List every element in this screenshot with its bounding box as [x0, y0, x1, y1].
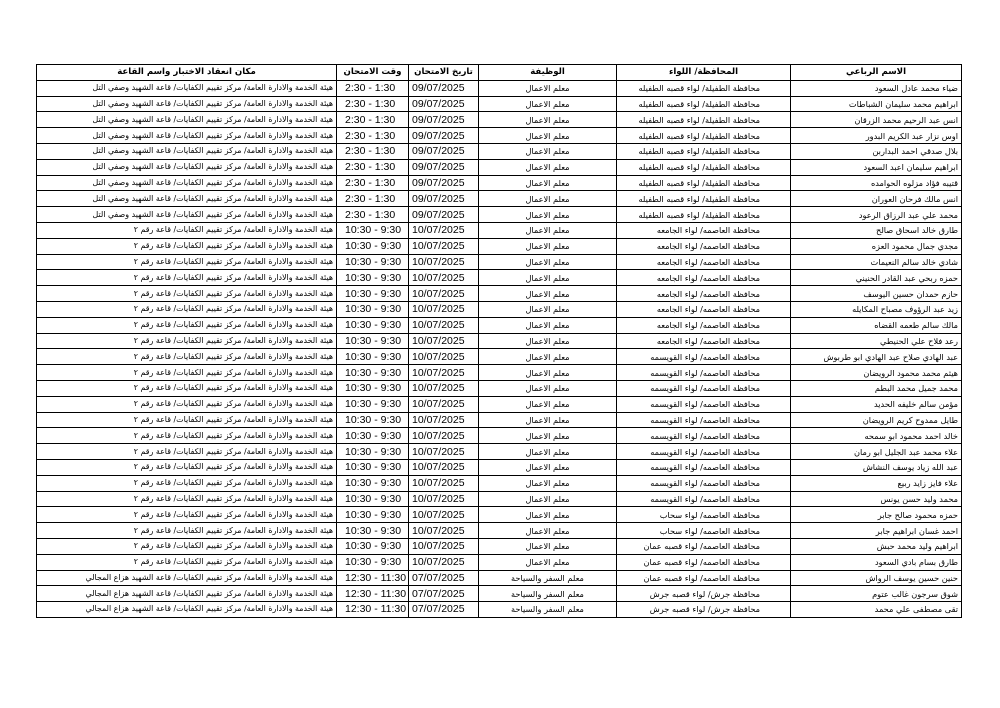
cell-governorate: محافظة الطفيلة/ لواء قصبه الطفيله [617, 112, 791, 128]
table-row [37, 380, 962, 396]
cell-name: طارق خالد اسحاق صالح [791, 222, 962, 238]
cell-name: رعد فلاح علي الحنيطي [791, 333, 962, 349]
cell-name: محمد وليد حسن يونس [791, 491, 962, 507]
cell-name: مالك سالم طعمه القضاه [791, 317, 962, 333]
cell-time: 2:30 - 1:30 [337, 80, 409, 96]
cell-job: معلم الاعمال [479, 523, 617, 539]
cell-name: شادي خالد سالم النعيمات [791, 254, 962, 270]
cell-governorate: محافظة العاصمه/ لواء القويسمه [617, 428, 791, 444]
cell-time: 10:30 - 9:30 [337, 238, 409, 254]
cell-date: 10/07/2025 [409, 523, 479, 539]
cell-job: معلم الاعمال [479, 349, 617, 365]
cell-time: 10:30 - 9:30 [337, 444, 409, 460]
cell-date: 10/07/2025 [409, 365, 479, 381]
cell-name: قتيبه فؤاد مزلوه الحوامده [791, 175, 962, 191]
cell-job: معلم الاعمال [479, 380, 617, 396]
cell-governorate: محافظة الطفيلة/ لواء قصبه الطفيله [617, 175, 791, 191]
table-row [37, 365, 962, 381]
cell-place: هيئة الخدمة والادارة العامة/ مركز تقييم الكفايات/ قاعة الشهيد وصفي التل [37, 207, 337, 223]
cell-governorate: محافظة العاصمه/ لواء القويسمه [617, 459, 791, 475]
table-row [37, 317, 962, 333]
cell-date: 10/07/2025 [409, 491, 479, 507]
cell-date: 09/07/2025 [409, 159, 479, 175]
cell-date: 09/07/2025 [409, 112, 479, 128]
cell-job: معلم الاعمال [479, 301, 617, 317]
cell-date: 07/07/2025 [409, 586, 479, 602]
cell-date: 10/07/2025 [409, 412, 479, 428]
cell-governorate: محافظة العاصمه/ لواء الجامعه [617, 333, 791, 349]
cell-date: 07/07/2025 [409, 570, 479, 586]
cell-name: ابراهيم محمد سليمان الشباطات [791, 96, 962, 112]
header-governorate: المحافظة/ اللواء [617, 65, 791, 81]
cell-governorate: محافظة الطفيلة/ لواء قصبه الطفيله [617, 143, 791, 159]
cell-place: هيئة الخدمة والادارة العامة/ مركز تقييم الكفايات/ قاعة رقم ٢ [37, 554, 337, 570]
cell-time: 10:30 - 9:30 [337, 270, 409, 286]
cell-time: 10:30 - 9:30 [337, 491, 409, 507]
cell-name: ابراهيم سليمان اعبد السعود [791, 159, 962, 175]
cell-date: 09/07/2025 [409, 96, 479, 112]
cell-time: 10:30 - 9:30 [337, 286, 409, 302]
cell-date: 10/07/2025 [409, 349, 479, 365]
cell-date: 07/07/2025 [409, 602, 479, 618]
cell-time: 10:30 - 9:30 [337, 428, 409, 444]
cell-place: هيئة الخدمة والادارة العامة/ مركز تقييم الكفايات/ قاعة رقم ٢ [37, 396, 337, 412]
cell-governorate: محافظة العاصمه/ لواء قصبه عمان [617, 538, 791, 554]
table-body [37, 80, 962, 617]
cell-time: 10:30 - 9:30 [337, 538, 409, 554]
cell-governorate: محافظة العاصمه/ لواء الجامعه [617, 270, 791, 286]
table-row [37, 475, 962, 491]
cell-job: معلم الاعمال [479, 112, 617, 128]
table-row [37, 396, 962, 412]
cell-time: 2:30 - 1:30 [337, 143, 409, 159]
cell-governorate: محافظة العاصمه/ لواء الجامعه [617, 254, 791, 270]
cell-name: عبد الله زياد يوسف النشاش [791, 459, 962, 475]
cell-time: 12:30 - 11:30 [337, 602, 409, 618]
cell-job: معلم الاعمال [479, 175, 617, 191]
cell-governorate: محافظة الطفيلة/ لواء قصبه الطفيله [617, 207, 791, 223]
cell-place: هيئة الخدمة والادارة العامة/ مركز تقييم الكفايات/ قاعة رقم ٢ [37, 365, 337, 381]
cell-name: خالد احمد محمود ابو سمحه [791, 428, 962, 444]
cell-job: معلم الاعمال [479, 238, 617, 254]
cell-place: هيئة الخدمة والادارة العامة/ مركز تقييم الكفايات/ قاعة رقم ٢ [37, 301, 337, 317]
cell-name: احمد غسان ابراهيم جابر [791, 523, 962, 539]
cell-time: 12:30 - 11:30 [337, 586, 409, 602]
cell-time: 2:30 - 1:30 [337, 159, 409, 175]
cell-time: 10:30 - 9:30 [337, 333, 409, 349]
cell-governorate: محافظة العاصمه/ لواء القويسمه [617, 349, 791, 365]
cell-time: 10:30 - 9:30 [337, 507, 409, 523]
exam-schedule-table [36, 64, 962, 618]
cell-date: 10/07/2025 [409, 475, 479, 491]
table-row [37, 191, 962, 207]
table-row [37, 175, 962, 191]
cell-time: 2:30 - 1:30 [337, 128, 409, 144]
table-row [37, 254, 962, 270]
cell-name: حازم حمدان حسين اليوسف [791, 286, 962, 302]
cell-name: حمزه محمود صالح جابر [791, 507, 962, 523]
cell-name: ضياء محمد عادل السعود [791, 80, 962, 96]
cell-time: 2:30 - 1:30 [337, 96, 409, 112]
cell-place: هيئة الخدمة والادارة العامة/ مركز تقييم الكفايات/ قاعة رقم ٢ [37, 380, 337, 396]
cell-governorate: محافظة العاصمه/ لواء القويسمه [617, 475, 791, 491]
table-row [37, 96, 962, 112]
table-row [37, 143, 962, 159]
cell-place: هيئة الخدمة والادارة العامة/ مركز تقييم الكفايات/ قاعة رقم ٢ [37, 459, 337, 475]
cell-name: تقى مصطفى علي محمد [791, 602, 962, 618]
cell-name: هيثم محمد محمود الرويضان [791, 365, 962, 381]
cell-name: شوق سرجون غالب عتوم [791, 586, 962, 602]
cell-place: هيئة الخدمة والادارة العامة/ مركز تقييم الكفايات/ قاعة رقم ٢ [37, 412, 337, 428]
cell-place: هيئة الخدمة والادارة العامة/ مركز تقييم الكفايات/ قاعة رقم ٢ [37, 523, 337, 539]
cell-time: 10:30 - 9:30 [337, 365, 409, 381]
table-row [37, 128, 962, 144]
cell-place: هيئة الخدمة والادارة العامة/ مركز تقييم الكفايات/ قاعة الشهيد هزاع المجالي [37, 602, 337, 618]
cell-name: زيد عبد الرؤوف مصباح المكايله [791, 301, 962, 317]
table-row [37, 286, 962, 302]
cell-job: معلم الاعمال [479, 538, 617, 554]
table-row [37, 491, 962, 507]
table-header-row [37, 65, 962, 81]
cell-job: معلم الاعمال [479, 222, 617, 238]
cell-place: هيئة الخدمة والادارة العامة/ مركز تقييم الكفايات/ قاعة الشهيد وصفي التل [37, 96, 337, 112]
cell-date: 09/07/2025 [409, 191, 479, 207]
cell-job: معلم الاعمال [479, 365, 617, 381]
cell-name: طارق بسام بادي السعود [791, 554, 962, 570]
cell-date: 10/07/2025 [409, 554, 479, 570]
cell-name: حمزه ربحي عبد القادر الحنيني [791, 270, 962, 286]
cell-job: معلم الاعمال [479, 80, 617, 96]
cell-governorate: محافظة العاصمه/ لواء الجامعه [617, 222, 791, 238]
cell-date: 10/07/2025 [409, 254, 479, 270]
cell-place: هيئة الخدمة والادارة العامة/ مركز تقييم الكفايات/ قاعة الشهيد هزاع المجالي [37, 570, 337, 586]
cell-governorate: محافظة العاصمه/ لواء القويسمه [617, 444, 791, 460]
cell-place: هيئة الخدمة والادارة العامة/ مركز تقييم الكفايات/ قاعة رقم ٢ [37, 222, 337, 238]
cell-name: محمد علي عبد الرزاق الرعود [791, 207, 962, 223]
cell-name: عبد الهادي صلاح عبد الهادي ابو طربوش [791, 349, 962, 365]
cell-place: هيئة الخدمة والادارة العامة/ مركز تقييم الكفايات/ قاعة رقم ٢ [37, 349, 337, 365]
cell-job: معلم الاعمال [479, 459, 617, 475]
cell-job: معلم الاعمال [479, 96, 617, 112]
cell-place: هيئة الخدمة والادارة العامة/ مركز تقييم الكفايات/ قاعة الشهيد وصفي التل [37, 143, 337, 159]
cell-date: 09/07/2025 [409, 80, 479, 96]
cell-time: 2:30 - 1:30 [337, 207, 409, 223]
cell-job: معلم الاعمال [479, 286, 617, 302]
header-job: الوظيفة [479, 65, 617, 81]
cell-job: معلم الاعمال [479, 428, 617, 444]
cell-date: 10/07/2025 [409, 333, 479, 349]
cell-governorate: محافظة العاصمه/ لواء الجامعه [617, 317, 791, 333]
cell-place: هيئة الخدمة والادارة العامة/ مركز تقييم الكفايات/ قاعة الشهيد وصفي التل [37, 159, 337, 175]
header-time: وقت الامتحان [337, 65, 409, 81]
cell-place: هيئة الخدمة والادارة العامة/ مركز تقييم الكفايات/ قاعة رقم ٢ [37, 491, 337, 507]
cell-governorate: محافظة الطفيلة/ لواء قصبه الطفيله [617, 96, 791, 112]
header-date: تاريخ الامتحان [409, 65, 479, 81]
cell-time: 10:30 - 9:30 [337, 412, 409, 428]
cell-place: هيئة الخدمة والادارة العامة/ مركز تقييم الكفايات/ قاعة رقم ٢ [37, 238, 337, 254]
cell-governorate: محافظة العاصمه/ لواء قصبه عمان [617, 554, 791, 570]
cell-time: 10:30 - 9:30 [337, 317, 409, 333]
cell-time: 2:30 - 1:30 [337, 112, 409, 128]
cell-place: هيئة الخدمة والادارة العامة/ مركز تقييم الكفايات/ قاعة الشهيد وصفي التل [37, 191, 337, 207]
cell-name: حنين حسين يوسف الرواش [791, 570, 962, 586]
table-row [37, 207, 962, 223]
cell-job: معلم الاعمال [479, 191, 617, 207]
cell-place: هيئة الخدمة والادارة العامة/ مركز تقييم الكفايات/ قاعة رقم ٢ [37, 286, 337, 302]
cell-governorate: محافظة جرش/ لواء قصبه جرش [617, 586, 791, 602]
cell-time: 10:30 - 9:30 [337, 554, 409, 570]
cell-job: معلم الاعمال [479, 143, 617, 159]
table-row [37, 112, 962, 128]
cell-name: مؤمن سالم خليفه الحديد [791, 396, 962, 412]
cell-name: علاء محمد عبد الجليل ابو رمان [791, 444, 962, 460]
cell-place: هيئة الخدمة والادارة العامة/ مركز تقييم الكفايات/ قاعة الشهيد وصفي التل [37, 80, 337, 96]
cell-date: 10/07/2025 [409, 538, 479, 554]
cell-place: هيئة الخدمة والادارة العامة/ مركز تقييم الكفايات/ قاعة رقم ٢ [37, 428, 337, 444]
cell-date: 10/07/2025 [409, 270, 479, 286]
cell-time: 2:30 - 1:30 [337, 175, 409, 191]
cell-governorate: محافظة العاصمه/ لواء سحاب [617, 507, 791, 523]
cell-governorate: محافظة الطفيلة/ لواء قصبه الطفيله [617, 128, 791, 144]
cell-place: هيئة الخدمة والادارة العامة/ مركز تقييم الكفايات/ قاعة الشهيد وصفي التل [37, 112, 337, 128]
table-row [37, 523, 962, 539]
cell-date: 10/07/2025 [409, 459, 479, 475]
cell-job: معلم السفر والسياحة [479, 602, 617, 618]
cell-name: اوس نزار عبد الكريم البدور [791, 128, 962, 144]
cell-place: هيئة الخدمة والادارة العامة/ مركز تقييم الكفايات/ قاعة الشهيد هزاع المجالي [37, 586, 337, 602]
table-row [37, 349, 962, 365]
cell-governorate: محافظة الطفيلة/ لواء قصبه الطفيله [617, 159, 791, 175]
table-row [37, 538, 962, 554]
table-row [37, 459, 962, 475]
cell-time: 10:30 - 9:30 [337, 459, 409, 475]
cell-governorate: محافظة العاصمه/ لواء القويسمه [617, 380, 791, 396]
cell-time: 12:30 - 11:30 [337, 570, 409, 586]
table-row [37, 554, 962, 570]
cell-time: 10:30 - 9:30 [337, 396, 409, 412]
cell-governorate: محافظة العاصمه/ لواء القويسمه [617, 396, 791, 412]
cell-job: معلم السفر والسياحة [479, 586, 617, 602]
cell-governorate: محافظة العاصمه/ لواء الجامعه [617, 301, 791, 317]
table-row [37, 412, 962, 428]
cell-date: 09/07/2025 [409, 175, 479, 191]
table-row [37, 444, 962, 460]
cell-job: معلم الاعمال [479, 207, 617, 223]
cell-time: 2:30 - 1:30 [337, 191, 409, 207]
cell-date: 10/07/2025 [409, 286, 479, 302]
table-row [37, 428, 962, 444]
table-row [37, 222, 962, 238]
cell-time: 10:30 - 9:30 [337, 222, 409, 238]
cell-time: 10:30 - 9:30 [337, 349, 409, 365]
table-row [37, 238, 962, 254]
cell-governorate: محافظة العاصمه/ لواء سحاب [617, 523, 791, 539]
cell-job: معلم الاعمال [479, 317, 617, 333]
cell-job: معلم الاعمال [479, 396, 617, 412]
cell-place: هيئة الخدمة والادارة العامة/ مركز تقييم الكفايات/ قاعة رقم ٢ [37, 507, 337, 523]
cell-governorate: محافظة العاصمه/ لواء قصبه عمان [617, 570, 791, 586]
table-row [37, 270, 962, 286]
cell-time: 10:30 - 9:30 [337, 380, 409, 396]
cell-job: معلم الاعمال [479, 412, 617, 428]
cell-date: 10/07/2025 [409, 428, 479, 444]
table-row [37, 507, 962, 523]
cell-governorate: محافظة العاصمه/ لواء القويسمه [617, 412, 791, 428]
cell-governorate: محافظة جرش/ لواء قصبه جرش [617, 602, 791, 618]
cell-place: هيئة الخدمة والادارة العامة/ مركز تقييم الكفايات/ قاعة رقم ٢ [37, 333, 337, 349]
table-row [37, 333, 962, 349]
cell-date: 10/07/2025 [409, 380, 479, 396]
cell-job: معلم الاعمال [479, 491, 617, 507]
cell-job: معلم الاعمال [479, 554, 617, 570]
cell-time: 10:30 - 9:30 [337, 475, 409, 491]
table-row [37, 159, 962, 175]
exam-schedule-sheet [37, 64, 962, 618]
cell-date: 10/07/2025 [409, 317, 479, 333]
header-place: مكان انعقاد الاختبار واسم القاعة [37, 65, 337, 81]
cell-place: هيئة الخدمة والادارة العامة/ مركز تقييم الكفايات/ قاعة الشهيد وصفي التل [37, 175, 337, 191]
cell-time: 10:30 - 9:30 [337, 301, 409, 317]
table-row [37, 80, 962, 96]
cell-job: معلم الاعمال [479, 475, 617, 491]
cell-job: معلم الاعمال [479, 159, 617, 175]
cell-place: هيئة الخدمة والادارة العامة/ مركز تقييم الكفايات/ قاعة رقم ٢ [37, 254, 337, 270]
cell-date: 10/07/2025 [409, 507, 479, 523]
cell-time: 10:30 - 9:30 [337, 254, 409, 270]
cell-job: معلم الاعمال [479, 270, 617, 286]
cell-date: 09/07/2025 [409, 143, 479, 159]
cell-governorate: محافظة الطفيلة/ لواء قصبه الطفيله [617, 191, 791, 207]
cell-name: ابراهيم وليد محمد حبش [791, 538, 962, 554]
table-row [37, 570, 962, 586]
cell-name: علاء فايز زايد ربيع [791, 475, 962, 491]
cell-name: مجدي جمال محمود العزه [791, 238, 962, 254]
table-row [37, 602, 962, 618]
cell-date: 10/07/2025 [409, 301, 479, 317]
cell-time: 10:30 - 9:30 [337, 523, 409, 539]
cell-name: طايل ممدوح كريم الرويضان [791, 412, 962, 428]
cell-name: بلال صدقي احمد البداربن [791, 143, 962, 159]
cell-name: انس عبد الرحيم محمد الزرقان [791, 112, 962, 128]
cell-governorate: محافظة العاصمه/ لواء القويسمه [617, 491, 791, 507]
cell-job: معلم السفر والسياحة [479, 570, 617, 586]
cell-date: 09/07/2025 [409, 128, 479, 144]
cell-date: 09/07/2025 [409, 207, 479, 223]
cell-name: محمد جميل محمد البطم [791, 380, 962, 396]
cell-date: 10/07/2025 [409, 238, 479, 254]
cell-date: 10/07/2025 [409, 396, 479, 412]
header-name: الاسم الرباعي [791, 65, 962, 81]
cell-place: هيئة الخدمة والادارة العامة/ مركز تقييم الكفايات/ قاعة الشهيد وصفي التل [37, 128, 337, 144]
cell-governorate: محافظة العاصمه/ لواء الجامعه [617, 238, 791, 254]
table-row [37, 301, 962, 317]
cell-date: 10/07/2025 [409, 444, 479, 460]
cell-governorate: محافظة الطفيلة/ لواء قصبه الطفيله [617, 80, 791, 96]
cell-date: 10/07/2025 [409, 222, 479, 238]
cell-job: معلم الاعمال [479, 254, 617, 270]
cell-governorate: محافظة العاصمه/ لواء الجامعه [617, 286, 791, 302]
cell-job: معلم الاعمال [479, 333, 617, 349]
cell-place: هيئة الخدمة والادارة العامة/ مركز تقييم الكفايات/ قاعة رقم ٢ [37, 538, 337, 554]
table-row [37, 586, 962, 602]
cell-place: هيئة الخدمة والادارة العامة/ مركز تقييم الكفايات/ قاعة رقم ٢ [37, 444, 337, 460]
cell-name: انس مالك فرحان العوران [791, 191, 962, 207]
cell-job: معلم الاعمال [479, 444, 617, 460]
cell-place: هيئة الخدمة والادارة العامة/ مركز تقييم الكفايات/ قاعة رقم ٢ [37, 270, 337, 286]
cell-governorate: محافظة العاصمه/ لواء القويسمه [617, 365, 791, 381]
cell-job: معلم الاعمال [479, 507, 617, 523]
cell-job: معلم الاعمال [479, 128, 617, 144]
cell-place: هيئة الخدمة والادارة العامة/ مركز تقييم الكفايات/ قاعة رقم ٢ [37, 475, 337, 491]
cell-place: هيئة الخدمة والادارة العامة/ مركز تقييم الكفايات/ قاعة رقم ٢ [37, 317, 337, 333]
